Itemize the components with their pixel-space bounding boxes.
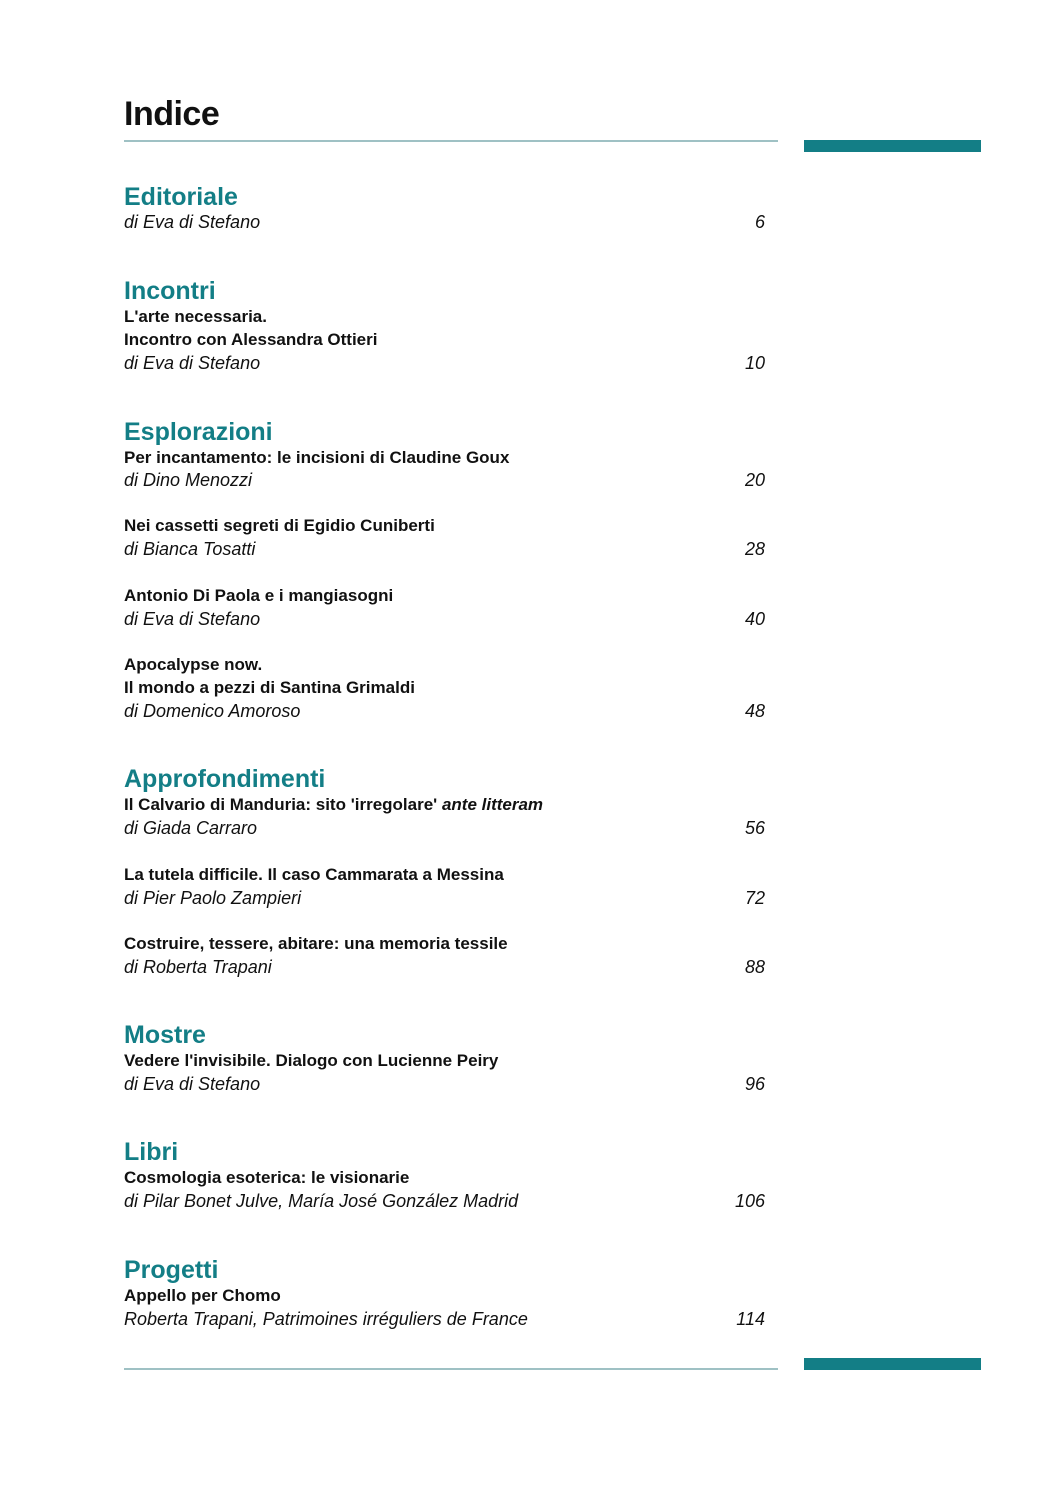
entry-title: Incontro con Alessandra Ottieri bbox=[124, 330, 378, 349]
entry-author: di Eva di Stefano bbox=[124, 212, 261, 232]
bottom-accent-bar bbox=[804, 1358, 981, 1370]
entry-title: Vedere l'invisibile. Dialogo con Lucienne Peiry bbox=[124, 1051, 499, 1070]
entry-page-number: 72 bbox=[744, 888, 765, 908]
entry-page-number: 10 bbox=[744, 353, 765, 373]
entry-author: di Pilar Bonet Julve, María José González Madrid bbox=[124, 1191, 519, 1211]
entry-page-number: 6 bbox=[754, 212, 765, 232]
bottom-divider bbox=[124, 1368, 778, 1370]
entry-author: Roberta Trapani, Patrimoines irréguliers de France bbox=[124, 1309, 528, 1329]
entry-author: di Dino Menozzi bbox=[124, 470, 253, 490]
section-title-libri: Libri bbox=[124, 1138, 179, 1166]
entry-author: di Eva di Stefano bbox=[124, 353, 261, 373]
entry-title: L'arte necessaria. bbox=[124, 307, 267, 326]
entry-page-number: 28 bbox=[744, 539, 765, 559]
page-title: Indice bbox=[124, 95, 220, 133]
entry-author: di Roberta Trapani bbox=[124, 957, 272, 977]
entry-author: di Bianca Tosatti bbox=[124, 539, 256, 559]
entry-author: di Domenico Amoroso bbox=[124, 701, 301, 721]
entry-page-number: 114 bbox=[736, 1309, 765, 1329]
entry-page-number: 56 bbox=[744, 818, 765, 838]
section-title-editoriale: Editoriale bbox=[124, 183, 238, 211]
entry-page-number: 96 bbox=[744, 1074, 765, 1094]
entry-author: di Eva di Stefano bbox=[124, 609, 261, 629]
section-title-mostre: Mostre bbox=[124, 1021, 206, 1049]
entry-page-number: 20 bbox=[744, 470, 765, 490]
entry-title-italic: ante litteram bbox=[441, 795, 544, 814]
entry-title: Il mondo a pezzi di Santina Grimaldi bbox=[124, 678, 415, 697]
entry-title bbox=[124, 794, 543, 816]
entry-page-number: 106 bbox=[734, 1191, 765, 1211]
entry-title: La tutela difficile. Il caso Cammarata a Messina bbox=[124, 865, 504, 884]
entry-title-text: Il Calvario di Manduria: sito 'irregolare' bbox=[124, 795, 438, 814]
entry-author: di Eva di Stefano bbox=[124, 1074, 261, 1094]
entry-title: Costruire, tessere, abitare: una memoria tessile bbox=[124, 934, 508, 953]
entry-page-number: 88 bbox=[744, 957, 765, 977]
entry-page-number: 48 bbox=[744, 701, 765, 721]
entry-title: Apocalypse now. bbox=[124, 655, 263, 674]
entry-author: di Pier Paolo Zampieri bbox=[124, 888, 302, 908]
section-title-esplorazioni: Esplorazioni bbox=[124, 418, 273, 446]
entry-title: Nei cassetti segreti di Egidio Cuniberti bbox=[124, 516, 435, 535]
entry-page-number: 40 bbox=[744, 609, 765, 629]
entry-title: Appello per Chomo bbox=[124, 1286, 281, 1305]
section-title-approfondimenti: Approfondimenti bbox=[124, 765, 326, 793]
entry-title: Cosmologia esoterica: le visionarie bbox=[124, 1168, 410, 1187]
entry-title: Antonio Di Paola e i mangiasogni bbox=[124, 586, 394, 605]
section-title-progetti: Progetti bbox=[124, 1256, 219, 1284]
top-divider bbox=[124, 140, 778, 142]
top-accent-bar bbox=[804, 140, 981, 152]
section-title-incontri: Incontri bbox=[124, 277, 216, 305]
entry-author: di Giada Carraro bbox=[124, 818, 258, 838]
entry-title: Per incantamento: le incisioni di Claudine Goux bbox=[124, 448, 510, 467]
